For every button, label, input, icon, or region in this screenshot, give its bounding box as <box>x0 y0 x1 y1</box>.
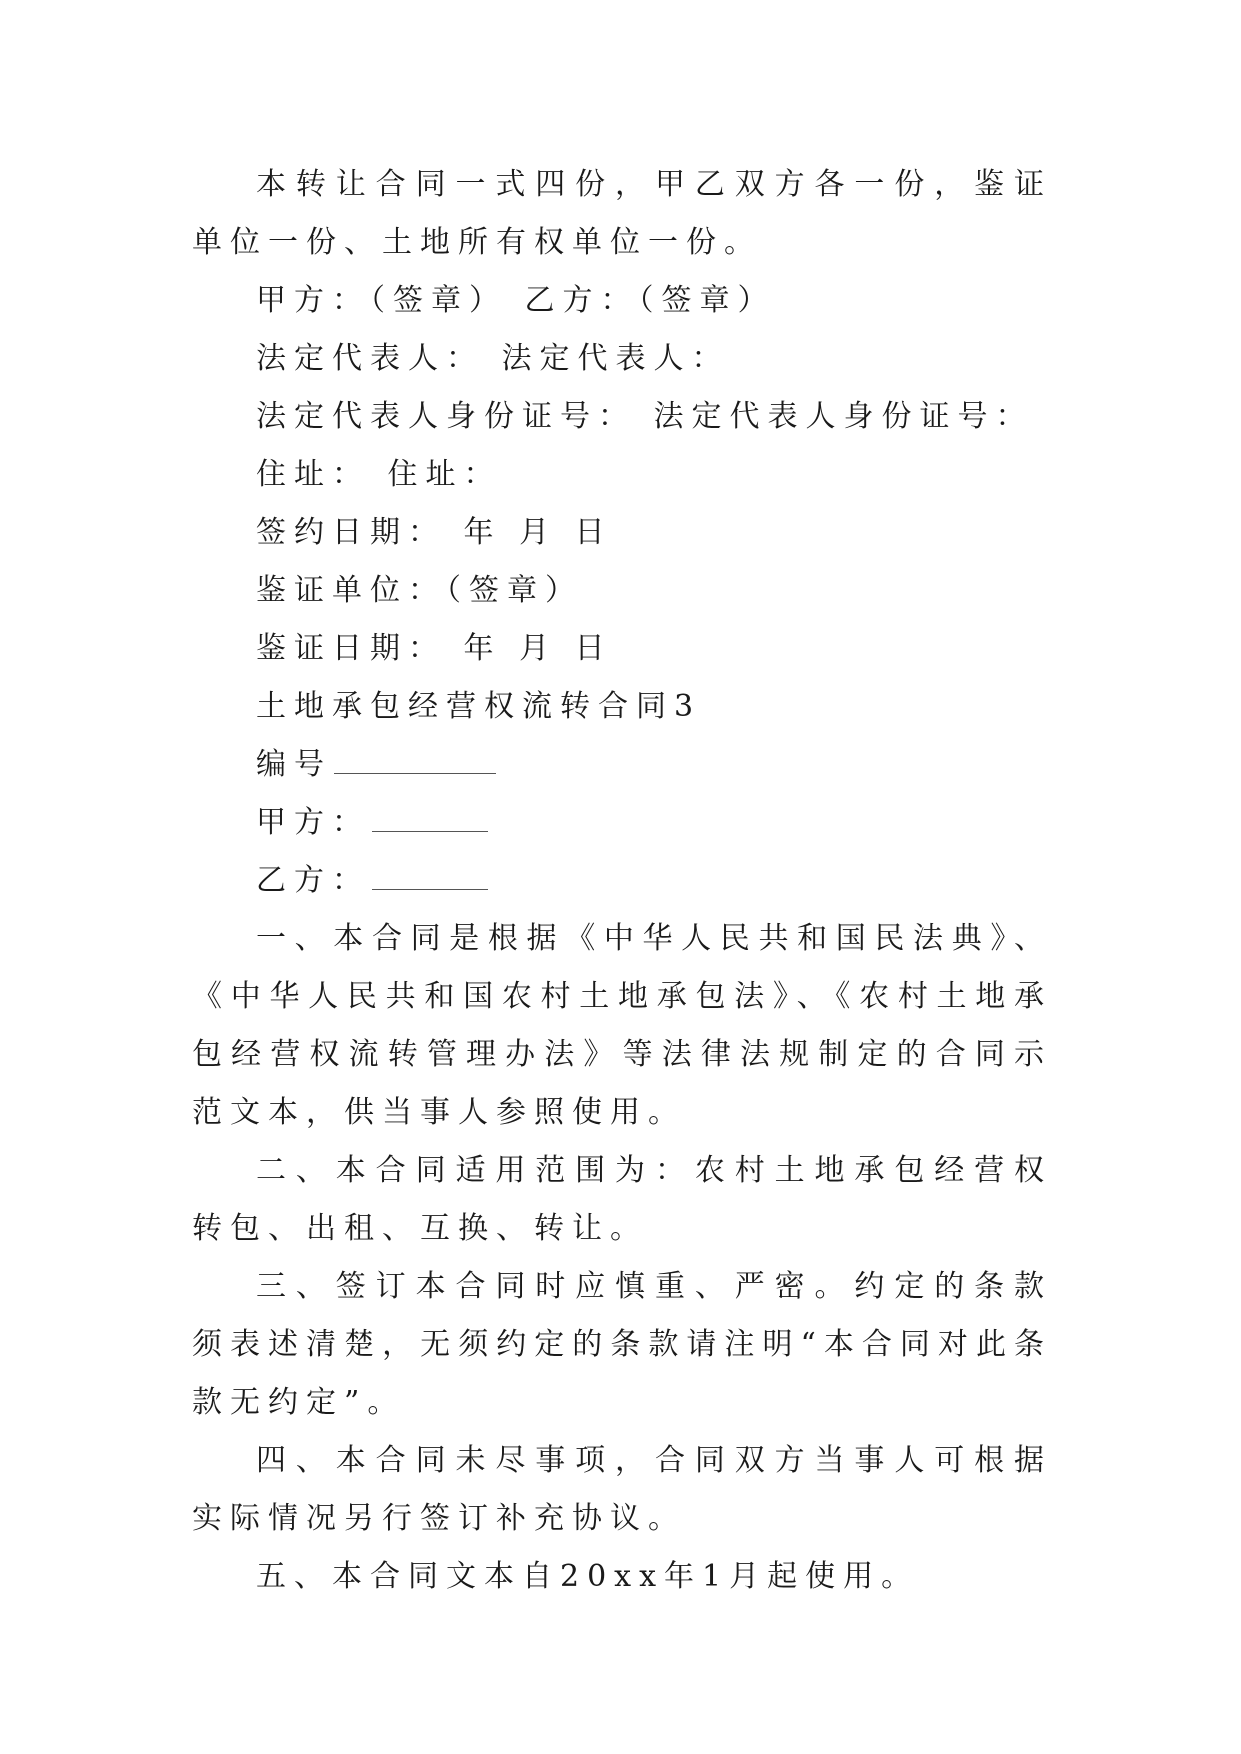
clause-4: 四、本合同未尽事项，合同双方当事人可根据实际情况另行签订补充协议。 <box>192 1443 1052 1536</box>
party-a-label: 甲方： <box>256 805 370 840</box>
clause-5: 五、本合同文本自20xx年1月起使用。 <box>256 1559 920 1594</box>
clause-2: 二、本合同适用范围为：农村土地承包经营权转包、出租、互换、转让。 <box>192 1153 1052 1246</box>
clause-1: 一、本合同是根据《中华人民共和国民法典》、《中华人民共和国农村土地承包法》、《农村土地承包经营权流转管理办法》等法律法规制定的合同示范文本，供当事人参照使用。 <box>192 921 1052 1130</box>
top-paragraph: 本转让合同一式四份，甲乙双方各一份，鉴证单位一份、土地所有权单位一份。 <box>192 167 1052 260</box>
party-b-blank <box>372 867 488 890</box>
signature-line-verify-date: 鉴证日期： 年 月 日 <box>256 631 613 666</box>
party-a-line <box>192 794 1052 852</box>
signature-line-legal-rep-id: 法定代表人身份证号： 法定代表人身份证号： <box>256 399 1034 434</box>
clause-3: 三、签订本合同时应慎重、严密。约定的条款须表述清楚，无须约定的条款请注明“本合同对此条款无约定”。 <box>192 1269 1052 1420</box>
signature-line-sign-date: 签约日期： 年 月 日 <box>256 515 613 550</box>
signature-line-verify-unit: 鉴证单位：（签章） <box>256 573 583 608</box>
contract-number-line <box>192 736 1052 794</box>
document-body <box>192 156 1052 1606</box>
party-b-label: 乙方： <box>256 863 370 898</box>
signature-line-legal-rep: 法定代表人： 法定代表人： <box>256 341 730 376</box>
contract-number-label: 编号 <box>256 747 332 782</box>
contract-title: 土地承包经营权流转合同3 <box>256 689 702 724</box>
contract-number-blank <box>334 751 496 774</box>
party-b-line <box>192 852 1052 910</box>
signature-line-address: 住址： 住址： <box>256 457 502 492</box>
signature-line-parties: 甲方：（签章） 乙方：（签章） <box>256 283 776 318</box>
party-a-blank <box>372 809 488 832</box>
